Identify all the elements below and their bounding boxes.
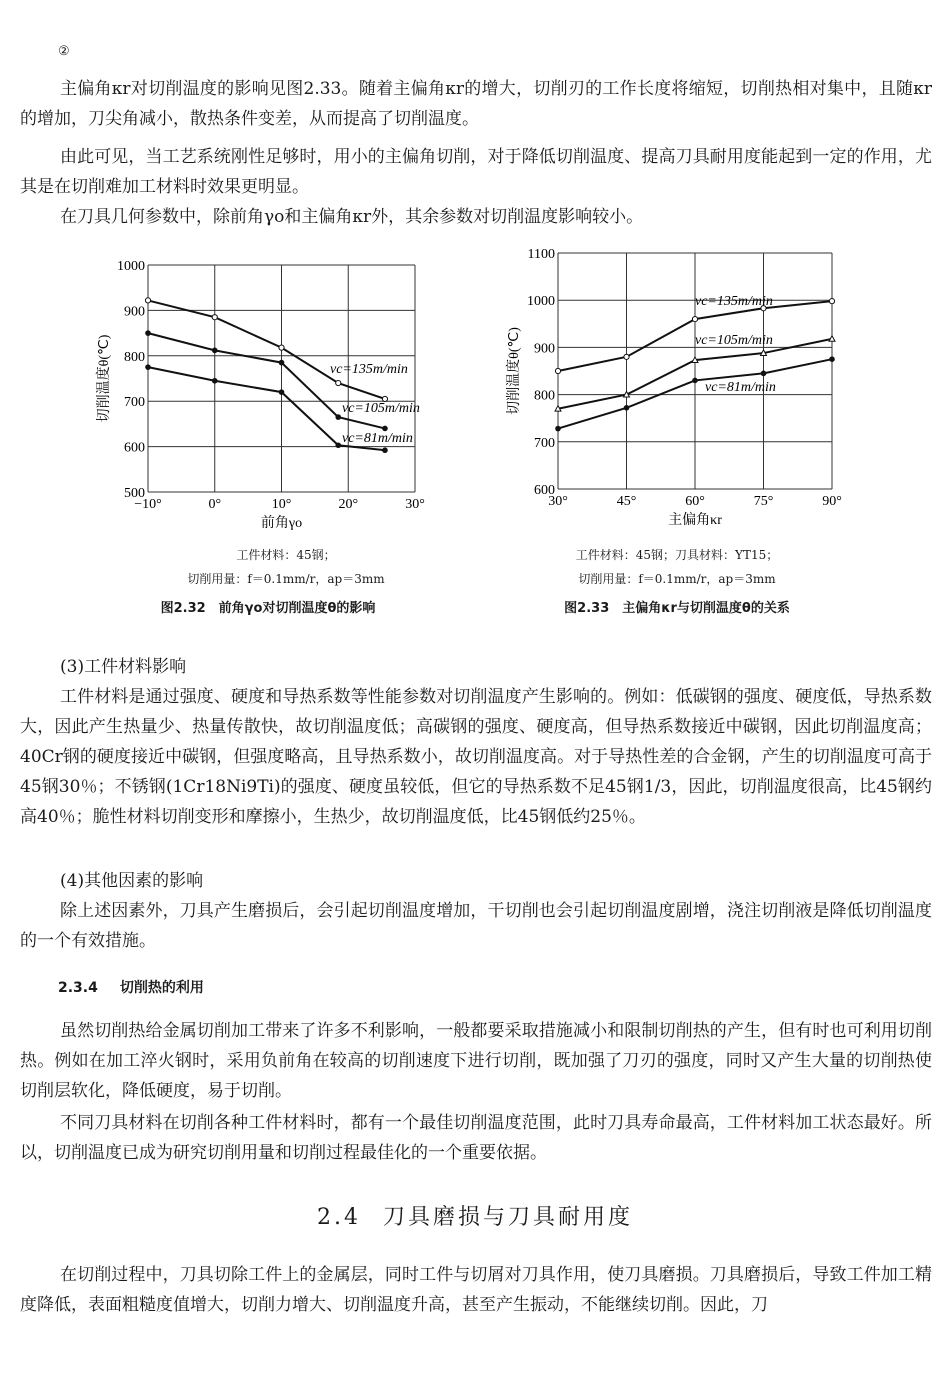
- paragraph-conclusion: 由此可见，当工艺系统刚性足够时，用小的主偏角切削，对于降低切削温度、提高刀具耐用度能起到一定的作用，尤其是在切削难加工材料时效果更明显。: [20, 147, 932, 197]
- fig33-caption-material: 工件材料：45钢；刀具材料：YT15；: [575, 548, 779, 562]
- data-point: [279, 360, 285, 366]
- x-tick-label: 90°: [822, 494, 842, 509]
- data-point: [624, 405, 630, 411]
- item-4-heading: (4)其他因素的影响: [60, 871, 204, 891]
- fig33-caption-cutting: 切削用量：f＝0.1mm/r，ap＝3mm: [578, 572, 776, 586]
- series-label: vc=135m/min: [695, 294, 773, 309]
- series-label: vc=135m/min: [330, 362, 408, 377]
- fig32-caption-cutting: 切削用量：f＝0.1mm/r，ap＝3mm: [187, 572, 385, 586]
- item-3-heading: (3)工件材料影响: [60, 657, 187, 677]
- series-line: [148, 300, 385, 399]
- paragraph-tool-wear: 在切削过程中，刀具切除工件上的金属层，同时工件与切屑对刀具作用，使刀具磨损。刀具磨损后，导致工件加工精度降低，表面粗糙度值增大，切削力增大、切削温度升高，甚至产生振动，不能继续切削。因此，刀: [20, 1265, 932, 1315]
- chapter-heading: [0, 1200, 950, 1231]
- data-point: [382, 447, 388, 453]
- section-title: 切削热的利用: [119, 980, 204, 996]
- x-tick-label: −10°: [134, 497, 162, 512]
- x-tick-label: 20°: [338, 497, 359, 512]
- paragraph-workpiece-material: 工件材料是通过强度、硬度和导热系数等性能参数对切削温度产生影响的。例如：低碳钢的强度、硬度低，导热系数大，因此产生热量少、热量传散快，故切削温度低；高碳钢的强度、硬度高，但导热系数接近中碳钢，因此切削温度高；40Cr钢的硬度接近中碳钢，但强度略高，且导热系数小，故切削温度高。对于导热性差的合金钢，产生的切削温度可高于45钢30％；不锈钢(1Cr18Ni9Ti)的强度、硬度虽较低，但它的导热系数不足45钢1/3，因此，切削温度很高，比45钢约高40％；脆性材料切削变形和摩擦小，生热少，故切削温度低，比45钢低约25％。: [20, 687, 932, 827]
- data-point: [212, 315, 217, 320]
- x-tick-label: 75°: [753, 494, 774, 509]
- series-label: vc=105m/min: [342, 401, 420, 416]
- y-tick-label: 800: [534, 388, 555, 404]
- y-tick-label: 600: [124, 440, 145, 456]
- figure-2-32: [90, 250, 450, 539]
- x-axis-label: 前角γo: [260, 516, 303, 531]
- circled-marker: ②: [58, 44, 70, 59]
- chart-major-cutting-edge-angle: [500, 245, 860, 535]
- x-tick-label: 10°: [271, 497, 292, 512]
- chart-rake-angle: [90, 250, 450, 535]
- y-tick-label: 700: [534, 435, 555, 451]
- y-tick-label: 500: [124, 486, 145, 501]
- series-label: vc=81m/min: [342, 431, 413, 446]
- y-axis-label: 切削温度θ(℃): [507, 327, 522, 415]
- paragraph-optimal-temperature: 不同刀具材料在切削各种工件材料时，都有一个最佳切削温度范围，此时刀具寿命最高，工件材料加工状态最好。所以，切削温度已成为研究切削用量和切削过程最佳化的一个重要依据。: [20, 1113, 932, 1163]
- section-heading: [58, 977, 204, 997]
- data-point: [829, 299, 834, 304]
- y-tick-label: 700: [124, 395, 145, 411]
- y-tick-label: 800: [124, 349, 145, 365]
- y-tick-label: 900: [534, 341, 555, 357]
- paragraph-other-factors: 除上述因素外，刀具产生磨损后，会引起切削温度增加，干切削也会引起切削温度剧增，浇注切削液是降低切削温度的一个有效措施。: [20, 901, 932, 951]
- x-tick-label: 30°: [405, 497, 425, 512]
- data-point: [555, 368, 560, 373]
- y-tick-label: 1000: [117, 259, 145, 274]
- data-point: [335, 414, 341, 420]
- x-axis-label: 主偏角κr: [668, 513, 722, 528]
- data-point: [145, 298, 150, 303]
- section-number: 2.3.4: [58, 980, 98, 996]
- x-tick-label: 45°: [616, 494, 637, 509]
- data-point: [761, 371, 767, 377]
- data-point: [145, 364, 151, 370]
- y-tick-label: 1000: [527, 294, 555, 310]
- y-tick-label: 1100: [527, 247, 555, 262]
- data-point: [555, 426, 561, 432]
- paragraph-other-params: 在刀具几何参数中，除前角γo和主偏角κr外，其余参数对切削温度影响较小。: [60, 207, 644, 227]
- x-tick-label: 30°: [548, 494, 568, 509]
- data-point: [829, 356, 835, 362]
- paragraph-main-angle: 主偏角κr对切削温度的影响见图2.33。随着主偏角κr的增大，切削刃的工作长度将缩短，切削热相对集中，且随κr的增加，刀尖角减小，散热条件变差，从而提高了切削温度。: [20, 79, 932, 129]
- fig33-title: 图2.33 主偏角κr与切削温度θ的关系: [564, 601, 790, 616]
- series-label: vc=81m/min: [705, 380, 776, 395]
- x-tick-label: 60°: [685, 494, 705, 509]
- data-point: [145, 330, 151, 336]
- data-point: [624, 354, 629, 359]
- data-point: [212, 378, 218, 384]
- series-label: vc=105m/min: [695, 333, 773, 348]
- data-point: [335, 442, 341, 448]
- fig32-caption-material: 工件材料：45钢；: [236, 548, 336, 562]
- fig32-title: 图2.32 前角γo对切削温度θ的影响: [160, 601, 376, 616]
- figure-2-33: [500, 245, 860, 539]
- y-tick-label: 600: [534, 483, 555, 498]
- chapter-title: 刀具磨损与刀具耐用度: [382, 1205, 633, 1230]
- paragraph-heat-usage: 虽然切削热给金属切削加工带来了许多不利影响，一般都要采取措施减小和限制切削热的产生，但有时也可利用切削热。例如在加工淬火钢时，采用负前角在较高的切削速度下进行切削，既加强了刀刃的强度，同时又产生大量的切削热使切削层软化，降低硬度，易于切削。: [20, 1021, 932, 1101]
- chapter-number: 2.4: [316, 1205, 361, 1230]
- y-axis-label: 切削温度θ(℃): [97, 334, 112, 423]
- x-tick-label: 0°: [208, 497, 222, 512]
- data-point: [692, 378, 698, 384]
- data-point: [279, 389, 285, 395]
- data-point: [212, 348, 218, 354]
- data-point: [692, 316, 697, 321]
- y-tick-label: 900: [124, 304, 145, 320]
- data-point: [336, 380, 341, 385]
- data-point: [279, 345, 284, 350]
